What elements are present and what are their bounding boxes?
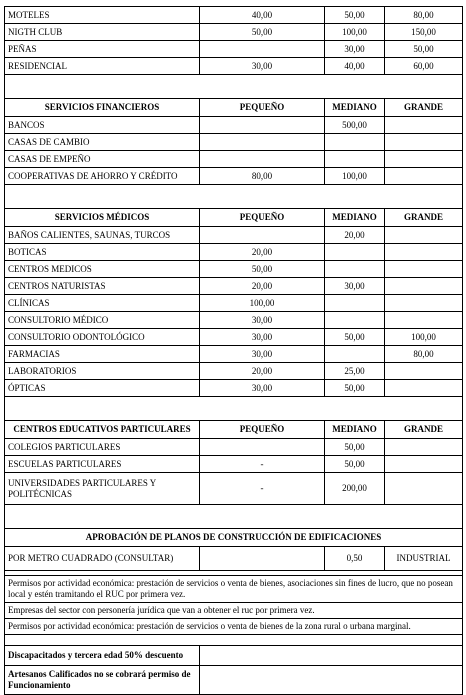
price-medium: 20,00 [325, 227, 385, 244]
table-row [5, 244, 463, 261]
col-header-small: PEQUEÑO [200, 421, 325, 439]
row-name: FARMACIAS [5, 346, 200, 363]
price-small: 30,00 [200, 312, 325, 329]
price-medium: 50,00 [325, 7, 385, 24]
price-small: 80,00 [200, 168, 325, 185]
row-name: CENTROS NATURISTAS [5, 278, 200, 295]
price-medium [325, 312, 385, 329]
price-large [385, 456, 463, 473]
col-header-large: GRANDE [385, 99, 463, 117]
table-row [5, 329, 463, 346]
spacer-row [5, 635, 463, 646]
price-small: 100,00 [200, 295, 325, 312]
row-name: CONSULTORIO ODONTOLÓGICO [5, 329, 200, 346]
price-large [385, 261, 463, 278]
price-small: - [200, 473, 325, 505]
discount-text: Discapacitados y tercera edad 50% descuento [5, 646, 200, 666]
price-large [385, 312, 463, 329]
table-row [5, 41, 463, 58]
price-large [385, 227, 463, 244]
price-large [385, 117, 463, 134]
discount-row [5, 666, 463, 695]
table-row [5, 261, 463, 278]
price-large [385, 363, 463, 380]
table-row [5, 58, 463, 75]
table-row [5, 380, 463, 397]
row-name: CLÍNICAS [5, 295, 200, 312]
discount-row [5, 646, 463, 666]
row-name: CONSULTORIO MÉDICO [5, 312, 200, 329]
price-large: 60,00 [385, 58, 463, 75]
row-name: COLEGIOS PARTICULARES [5, 439, 200, 456]
spacer-row [5, 505, 463, 529]
spacer-row [5, 75, 463, 99]
price-medium [325, 151, 385, 168]
row-name: COOPERATIVAS DE AHORRO Y CRÉDITO [5, 168, 200, 185]
table-row [5, 363, 463, 380]
row-name: PEÑAS [5, 41, 200, 58]
row-name: LABORATORIOS [5, 363, 200, 380]
price-small: 30,00 [200, 58, 325, 75]
price-large: 80,00 [385, 7, 463, 24]
price-medium: 100,00 [325, 168, 385, 185]
col-header-medium: MEDIANO [325, 99, 385, 117]
price-medium: 30,00 [325, 41, 385, 58]
price-large: 50,00 [385, 41, 463, 58]
price-large [385, 439, 463, 456]
row-name: CASAS DE EMPEÑO [5, 151, 200, 168]
price-small [200, 227, 325, 244]
row-name: CENTROS MEDICOS [5, 261, 200, 278]
section-header-education [5, 421, 463, 439]
price-small: 50,00 [200, 24, 325, 41]
table-row [5, 295, 463, 312]
row-name: BOTICAS [5, 244, 200, 261]
table-row [5, 439, 463, 456]
price-medium: 0,50 [325, 547, 385, 571]
price-medium [325, 346, 385, 363]
price-large [385, 134, 463, 151]
col-header-small: PEQUEÑO [200, 99, 325, 117]
spacer-row [5, 397, 463, 421]
price-small [200, 439, 325, 456]
price-small [200, 134, 325, 151]
row-name: RESIDENCIAL [5, 58, 200, 75]
price-medium: 40,00 [325, 58, 385, 75]
price-small [200, 117, 325, 134]
price-medium [325, 244, 385, 261]
price-small [200, 151, 325, 168]
price-medium [325, 295, 385, 312]
price-large [385, 244, 463, 261]
note-row [5, 619, 463, 635]
table-row [5, 312, 463, 329]
row-name: ÓPTICAS [5, 380, 200, 397]
price-medium: 500,00 [325, 117, 385, 134]
price-medium: 50,00 [325, 380, 385, 397]
section-header-medical [5, 209, 463, 227]
section-title: APROBACIÓN DE PLANOS DE CONSTRUCCIÓN DE EDIFICACIONES [5, 529, 463, 547]
price-medium: 50,00 [325, 329, 385, 346]
price-large [385, 168, 463, 185]
table-row [5, 151, 463, 168]
price-medium: 100,00 [325, 24, 385, 41]
price-small: 20,00 [200, 244, 325, 261]
row-name: ESCUELAS PARTICULARES [5, 456, 200, 473]
table-row [5, 168, 463, 185]
row-name: UNIVERSIDADES PARTICULARES Y POLITÉCNICAS [5, 473, 200, 505]
note-row [5, 603, 463, 619]
price-large: 80,00 [385, 346, 463, 363]
price-small: 50,00 [200, 261, 325, 278]
price-medium [325, 261, 385, 278]
price-large [385, 473, 463, 505]
row-name: CASAS DE CAMBIO [5, 134, 200, 151]
note-row [5, 576, 463, 603]
empty-cell [200, 666, 463, 695]
table-row [5, 7, 463, 24]
price-small: 30,00 [200, 380, 325, 397]
tariff-document [4, 6, 462, 695]
section-header-financial [5, 99, 463, 117]
price-small: 30,00 [200, 346, 325, 363]
price-large: 100,00 [385, 329, 463, 346]
table-row [5, 278, 463, 295]
price-medium: 50,00 [325, 439, 385, 456]
table-row [5, 547, 463, 571]
price-small: 20,00 [200, 278, 325, 295]
price-small: 30,00 [200, 329, 325, 346]
col-header-medium: MEDIANO [325, 209, 385, 227]
table-row [5, 134, 463, 151]
empty-cell [200, 646, 463, 666]
row-name: BAÑOS CALIENTES, SAUNAS, TURCOS [5, 227, 200, 244]
price-large [385, 295, 463, 312]
price-medium: 200,00 [325, 473, 385, 505]
price-small: - [200, 456, 325, 473]
row-name: NIGTH CLUB [5, 24, 200, 41]
price-large [385, 151, 463, 168]
row-name: POR METRO CUADRADO (CONSULTAR) [5, 547, 200, 571]
col-header-large: GRANDE [385, 209, 463, 227]
section-title: CENTROS EDUCATIVOS PARTICULARES [5, 421, 200, 439]
col-header-large: GRANDE [385, 421, 463, 439]
table-row [5, 456, 463, 473]
note-text: Permisos por actividad económica: prestación de servicios o venta de bienes, asociaciones sin fines de lucro, que no posean local y estén tramitando el RUC por primera vez. [5, 576, 463, 603]
tariff-table [4, 6, 463, 695]
price-large [385, 278, 463, 295]
price-medium: 50,00 [325, 456, 385, 473]
row-name: MOTELES [5, 7, 200, 24]
col-header-small: PEQUEÑO [200, 209, 325, 227]
price-large [385, 380, 463, 397]
row-name: BANCOS [5, 117, 200, 134]
price-medium [325, 134, 385, 151]
note-text: Empresas del sector con personería jurídica que van a obtener el ruc por primera vez. [5, 603, 463, 619]
price-small [200, 547, 325, 571]
discount-text: Artesanos Calificados no se cobrará permiso de Funcionamiento [5, 666, 200, 695]
table-row [5, 346, 463, 363]
spacer-row [5, 185, 463, 209]
section-title: SERVICIOS MÉDICOS [5, 209, 200, 227]
price-small [200, 41, 325, 58]
table-row [5, 24, 463, 41]
note-text: Permisos por actividad económica: prestación de servicios o venta de bienes de la zona rural o urbana marginal. [5, 619, 463, 635]
price-medium: 25,00 [325, 363, 385, 380]
table-row [5, 227, 463, 244]
price-large: 150,00 [385, 24, 463, 41]
price-small: 20,00 [200, 363, 325, 380]
col-header-medium: MEDIANO [325, 421, 385, 439]
price-small: 40,00 [200, 7, 325, 24]
table-row [5, 473, 463, 505]
price-large: INDUSTRIAL [385, 547, 463, 571]
price-medium: 30,00 [325, 278, 385, 295]
table-row [5, 117, 463, 134]
section-header-plans [5, 529, 463, 547]
section-title: SERVICIOS FINANCIEROS [5, 99, 200, 117]
